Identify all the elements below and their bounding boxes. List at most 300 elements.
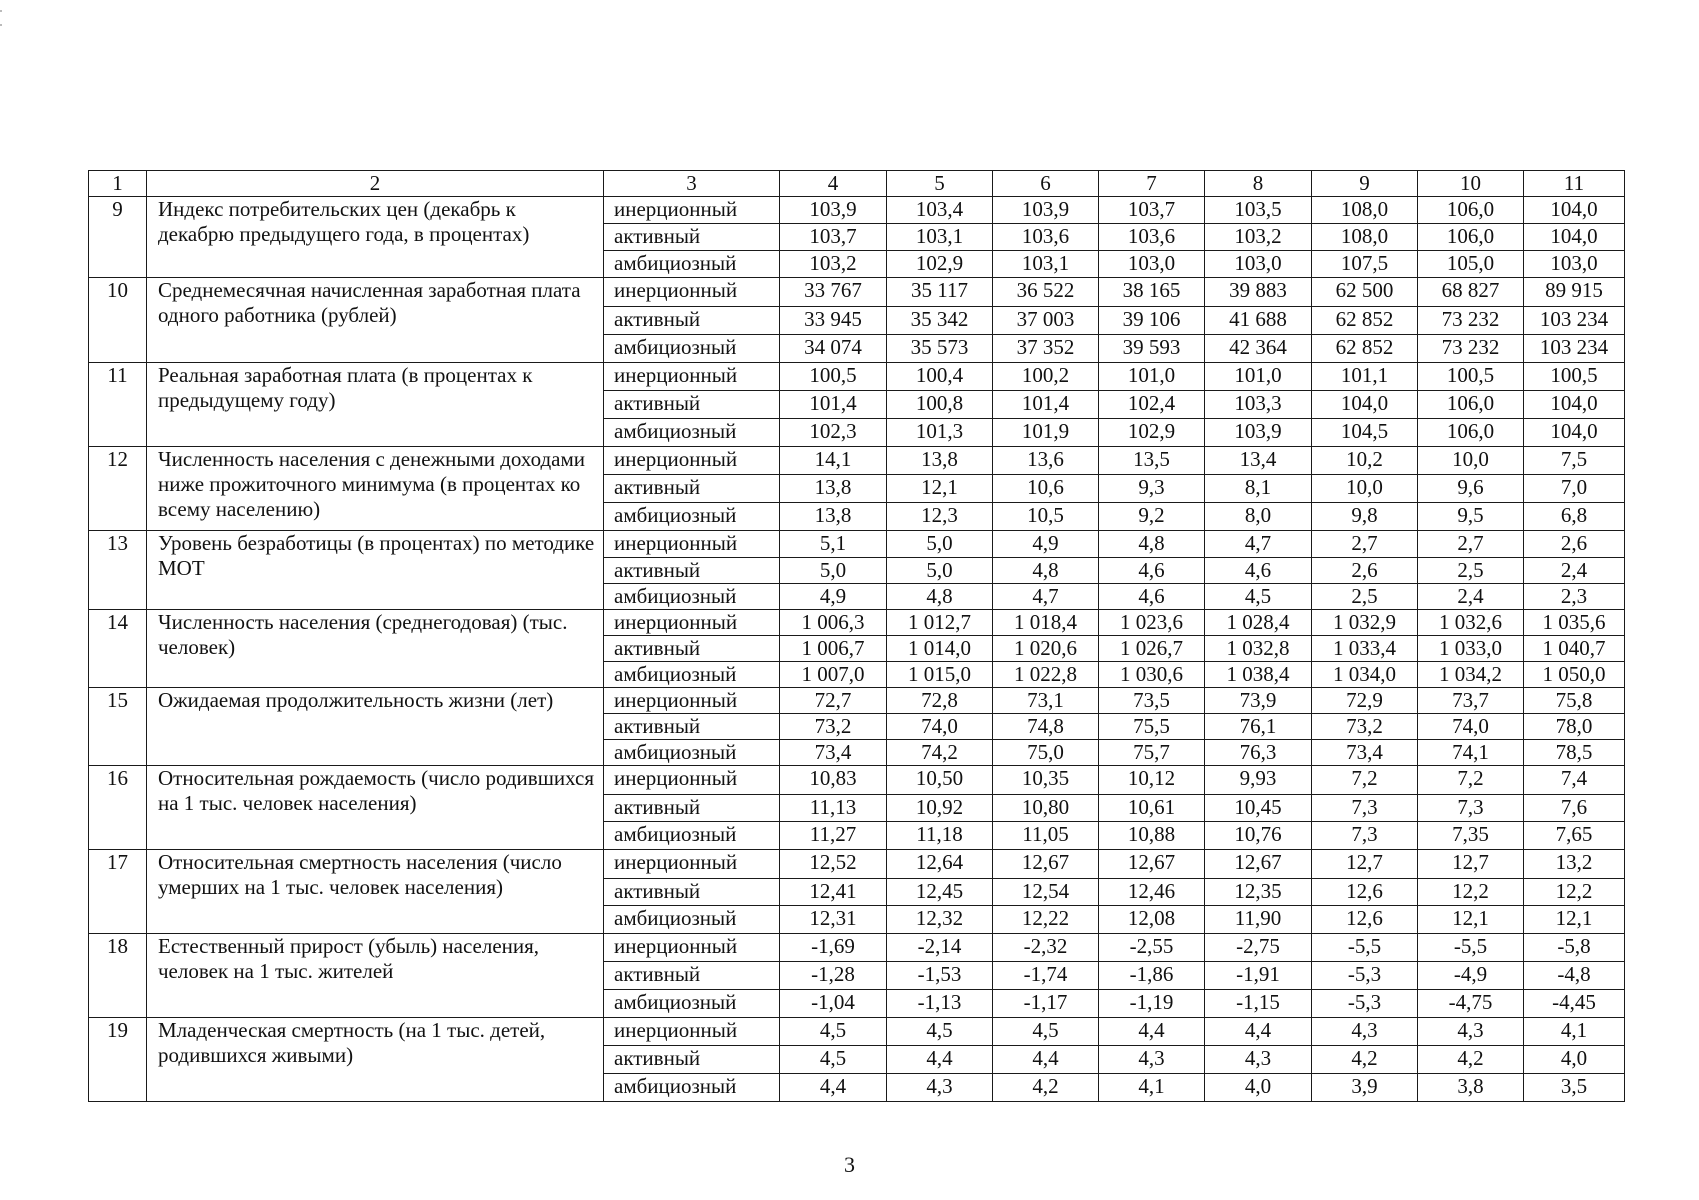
- row-number: 13: [89, 531, 147, 610]
- scenario-label: инерционный: [604, 610, 780, 636]
- value-cell: 73,2: [780, 714, 887, 740]
- indicators-table: [88, 170, 1625, 1102]
- value-cell: 11,90: [1205, 906, 1312, 934]
- value-cell: 39 593: [1099, 335, 1205, 363]
- value-cell: 1 034,0: [1312, 662, 1418, 688]
- scenario-label: инерционный: [604, 531, 780, 558]
- value-cell: 12,46: [1099, 879, 1205, 906]
- value-cell: 12,35: [1205, 879, 1312, 906]
- column-header: 5: [887, 171, 993, 197]
- value-cell: 4,2: [1312, 1046, 1418, 1074]
- row-number: 12: [89, 447, 147, 531]
- value-cell: 108,0: [1312, 224, 1418, 251]
- column-header: 7: [1099, 171, 1205, 197]
- table-row: [89, 197, 1625, 224]
- value-cell: 105,0: [1418, 251, 1524, 278]
- scenario-label: амбициозный: [604, 662, 780, 688]
- value-cell: 11,05: [993, 822, 1099, 850]
- value-cell: 4,5: [780, 1018, 887, 1046]
- value-cell: 10,5: [993, 503, 1099, 531]
- scenario-label: активный: [604, 475, 780, 503]
- table-row: [89, 766, 1625, 795]
- value-cell: 4,5: [993, 1018, 1099, 1046]
- value-cell: 101,0: [1099, 363, 1205, 391]
- value-cell: -5,3: [1312, 962, 1418, 990]
- value-cell: 1 032,6: [1418, 610, 1524, 636]
- value-cell: 4,6: [1099, 558, 1205, 584]
- value-cell: 1 012,7: [887, 610, 993, 636]
- value-cell: 13,8: [780, 503, 887, 531]
- value-cell: 101,0: [1205, 363, 1312, 391]
- row-number: 17: [89, 850, 147, 934]
- value-cell: 103 234: [1524, 335, 1625, 363]
- value-cell: 4,1: [1524, 1018, 1625, 1046]
- column-header: 1: [89, 171, 147, 197]
- value-cell: 1 015,0: [887, 662, 993, 688]
- value-cell: 12,64: [887, 850, 993, 879]
- value-cell: 4,8: [887, 584, 993, 610]
- value-cell: 10,12: [1099, 766, 1205, 795]
- value-cell: 74,0: [887, 714, 993, 740]
- table-row: [89, 688, 1625, 714]
- value-cell: 103,7: [1099, 197, 1205, 224]
- value-cell: -5,5: [1418, 934, 1524, 962]
- value-cell: 1 020,6: [993, 636, 1099, 662]
- value-cell: 4,2: [993, 1074, 1099, 1102]
- scenario-label: амбициозный: [604, 584, 780, 610]
- column-header: 3: [604, 171, 780, 197]
- value-cell: 7,65: [1524, 822, 1625, 850]
- indicator-name: Реальная заработная плата (в процентах к предыдущему году): [147, 363, 604, 447]
- value-cell: 73,4: [1312, 740, 1418, 766]
- value-cell: 13,8: [887, 447, 993, 475]
- scenario-label: активный: [604, 558, 780, 584]
- value-cell: 3,8: [1418, 1074, 1524, 1102]
- value-cell: 8,1: [1205, 475, 1312, 503]
- value-cell: 108,0: [1312, 197, 1418, 224]
- value-cell: 33 767: [780, 278, 887, 307]
- scenario-label: активный: [604, 1046, 780, 1074]
- row-number: 10: [89, 278, 147, 363]
- value-cell: 2,4: [1524, 558, 1625, 584]
- scenario-label: амбициозный: [604, 906, 780, 934]
- value-cell: 103 234: [1524, 307, 1625, 335]
- row-number: 11: [89, 363, 147, 447]
- value-cell: 10,83: [780, 766, 887, 795]
- value-cell: 73,1: [993, 688, 1099, 714]
- value-cell: 10,50: [887, 766, 993, 795]
- value-cell: 74,8: [993, 714, 1099, 740]
- value-cell: 12,2: [1524, 879, 1625, 906]
- value-cell: 1 018,4: [993, 610, 1099, 636]
- scenario-label: активный: [604, 391, 780, 419]
- value-cell: 104,0: [1524, 197, 1625, 224]
- value-cell: 11,18: [887, 822, 993, 850]
- value-cell: -5,3: [1312, 990, 1418, 1018]
- value-cell: 33 945: [780, 307, 887, 335]
- value-cell: 4,9: [993, 531, 1099, 558]
- scenario-label: амбициозный: [604, 251, 780, 278]
- value-cell: 12,7: [1418, 850, 1524, 879]
- table-row: [89, 363, 1625, 391]
- value-cell: 4,0: [1524, 1046, 1625, 1074]
- value-cell: 75,5: [1099, 714, 1205, 740]
- value-cell: 10,92: [887, 795, 993, 822]
- value-cell: 4,4: [887, 1046, 993, 1074]
- value-cell: 107,5: [1312, 251, 1418, 278]
- value-cell: 4,5: [1205, 584, 1312, 610]
- value-cell: 9,5: [1418, 503, 1524, 531]
- value-cell: 74,0: [1418, 714, 1524, 740]
- page-number: 3: [844, 1152, 855, 1177]
- value-cell: 4,1: [1099, 1074, 1205, 1102]
- scenario-label: амбициозный: [604, 822, 780, 850]
- value-cell: 5,1: [780, 531, 887, 558]
- indicator-name: Естественный прирост (убыль) населения, человек на 1 тыс. жителей: [147, 934, 604, 1018]
- value-cell: -1,53: [887, 962, 993, 990]
- value-cell: 73,7: [1418, 688, 1524, 714]
- value-cell: 4,3: [1205, 1046, 1312, 1074]
- value-cell: 1 032,8: [1205, 636, 1312, 662]
- value-cell: 100,5: [1418, 363, 1524, 391]
- value-cell: 38 165: [1099, 278, 1205, 307]
- value-cell: 12,32: [887, 906, 993, 934]
- value-cell: 106,0: [1418, 419, 1524, 447]
- value-cell: 13,4: [1205, 447, 1312, 475]
- value-cell: 101,4: [993, 391, 1099, 419]
- value-cell: 35 573: [887, 335, 993, 363]
- scenario-label: инерционный: [604, 850, 780, 879]
- value-cell: 42 364: [1205, 335, 1312, 363]
- value-cell: 73 232: [1418, 307, 1524, 335]
- value-cell: 103,4: [887, 197, 993, 224]
- value-cell: 10,88: [1099, 822, 1205, 850]
- column-header: 8: [1205, 171, 1312, 197]
- value-cell: 9,6: [1418, 475, 1524, 503]
- value-cell: 7,0: [1524, 475, 1625, 503]
- row-number: 14: [89, 610, 147, 688]
- value-cell: 12,67: [1099, 850, 1205, 879]
- value-cell: 9,8: [1312, 503, 1418, 531]
- value-cell: 103,0: [1524, 251, 1625, 278]
- value-cell: 4,3: [1099, 1046, 1205, 1074]
- indicator-name: Среднемесячная начисленная заработная плата одного работника (рублей): [147, 278, 604, 363]
- value-cell: 12,1: [1418, 906, 1524, 934]
- table-row: [89, 610, 1625, 636]
- value-cell: 4,2: [1418, 1046, 1524, 1074]
- value-cell: 1 033,4: [1312, 636, 1418, 662]
- value-cell: 1 023,6: [1099, 610, 1205, 636]
- value-cell: 12,2: [1418, 879, 1524, 906]
- value-cell: 7,3: [1418, 795, 1524, 822]
- value-cell: 62 500: [1312, 278, 1418, 307]
- indicator-name: Численность населения (среднегодовая) (тыс. человек): [147, 610, 604, 688]
- value-cell: 4,5: [887, 1018, 993, 1046]
- indicator-name: Уровень безработицы (в процентах) по методике МОТ: [147, 531, 604, 610]
- scenario-label: инерционный: [604, 278, 780, 307]
- value-cell: 1 007,0: [780, 662, 887, 688]
- value-cell: 7,6: [1524, 795, 1625, 822]
- value-cell: 1 026,7: [1099, 636, 1205, 662]
- table-row: [89, 447, 1625, 475]
- value-cell: -5,8: [1524, 934, 1625, 962]
- value-cell: 103,6: [993, 224, 1099, 251]
- value-cell: 5,0: [780, 558, 887, 584]
- value-cell: 74,1: [1418, 740, 1524, 766]
- row-number: 15: [89, 688, 147, 766]
- value-cell: -1,15: [1205, 990, 1312, 1018]
- value-cell: 73 232: [1418, 335, 1524, 363]
- value-cell: 103,1: [887, 224, 993, 251]
- value-cell: 62 852: [1312, 307, 1418, 335]
- value-cell: 9,3: [1099, 475, 1205, 503]
- value-cell: 1 035,6: [1524, 610, 1625, 636]
- value-cell: 5,0: [887, 531, 993, 558]
- value-cell: 8,0: [1205, 503, 1312, 531]
- value-cell: 4,4: [1205, 1018, 1312, 1046]
- row-number: 9: [89, 197, 147, 278]
- value-cell: -2,32: [993, 934, 1099, 962]
- value-cell: 104,0: [1524, 224, 1625, 251]
- value-cell: 2,6: [1312, 558, 1418, 584]
- value-cell: 4,4: [1099, 1018, 1205, 1046]
- value-cell: 4,6: [1205, 558, 1312, 584]
- value-cell: 103,9: [780, 197, 887, 224]
- scenario-label: амбициозный: [604, 503, 780, 531]
- value-cell: -2,75: [1205, 934, 1312, 962]
- value-cell: 76,3: [1205, 740, 1312, 766]
- scenario-label: амбициозный: [604, 740, 780, 766]
- value-cell: 10,76: [1205, 822, 1312, 850]
- value-cell: 6,8: [1524, 503, 1625, 531]
- value-cell: -1,74: [993, 962, 1099, 990]
- value-cell: 1 050,0: [1524, 662, 1625, 688]
- indicator-name: Ожидаемая продолжительность жизни (лет): [147, 688, 604, 766]
- column-header: 6: [993, 171, 1099, 197]
- value-cell: 4,4: [993, 1046, 1099, 1074]
- value-cell: 9,2: [1099, 503, 1205, 531]
- value-cell: 12,1: [1524, 906, 1625, 934]
- value-cell: 103,1: [993, 251, 1099, 278]
- value-cell: -2,14: [887, 934, 993, 962]
- value-cell: 2,7: [1418, 531, 1524, 558]
- value-cell: 104,0: [1524, 391, 1625, 419]
- table-row: [89, 278, 1625, 307]
- value-cell: 4,3: [1418, 1018, 1524, 1046]
- value-cell: 73,9: [1205, 688, 1312, 714]
- value-cell: 7,35: [1418, 822, 1524, 850]
- value-cell: 10,80: [993, 795, 1099, 822]
- value-cell: 37 352: [993, 335, 1099, 363]
- value-cell: 2,4: [1418, 584, 1524, 610]
- value-cell: 12,08: [1099, 906, 1205, 934]
- value-cell: 12,6: [1312, 906, 1418, 934]
- value-cell: 1 040,7: [1524, 636, 1625, 662]
- row-number: 19: [89, 1018, 147, 1102]
- value-cell: 10,0: [1418, 447, 1524, 475]
- column-header: 4: [780, 171, 887, 197]
- value-cell: 7,5: [1524, 447, 1625, 475]
- value-cell: 7,3: [1312, 822, 1418, 850]
- value-cell: 62 852: [1312, 335, 1418, 363]
- value-cell: 4,0: [1205, 1074, 1312, 1102]
- value-cell: 36 522: [993, 278, 1099, 307]
- value-cell: 100,5: [780, 363, 887, 391]
- value-cell: 75,0: [993, 740, 1099, 766]
- value-cell: 10,61: [1099, 795, 1205, 822]
- value-cell: 106,0: [1418, 224, 1524, 251]
- table-row: [89, 531, 1625, 558]
- value-cell: 13,5: [1099, 447, 1205, 475]
- value-cell: 102,3: [780, 419, 887, 447]
- header-row: [89, 171, 1625, 197]
- value-cell: 104,0: [1524, 419, 1625, 447]
- value-cell: 74,2: [887, 740, 993, 766]
- value-cell: 1 006,7: [780, 636, 887, 662]
- value-cell: 100,2: [993, 363, 1099, 391]
- value-cell: 3,5: [1524, 1074, 1625, 1102]
- value-cell: -1,91: [1205, 962, 1312, 990]
- value-cell: 73,2: [1312, 714, 1418, 740]
- value-cell: 4,5: [780, 1046, 887, 1074]
- value-cell: 39 106: [1099, 307, 1205, 335]
- value-cell: 1 038,4: [1205, 662, 1312, 688]
- value-cell: 104,5: [1312, 419, 1418, 447]
- value-cell: 73,5: [1099, 688, 1205, 714]
- value-cell: -4,8: [1524, 962, 1625, 990]
- value-cell: 100,8: [887, 391, 993, 419]
- column-header: 10: [1418, 171, 1524, 197]
- value-cell: 103,7: [780, 224, 887, 251]
- scenario-label: амбициозный: [604, 419, 780, 447]
- value-cell: 72,9: [1312, 688, 1418, 714]
- value-cell: 34 074: [780, 335, 887, 363]
- value-cell: 78,5: [1524, 740, 1625, 766]
- value-cell: 10,35: [993, 766, 1099, 795]
- value-cell: 106,0: [1418, 197, 1524, 224]
- value-cell: -4,75: [1418, 990, 1524, 1018]
- value-cell: 13,8: [780, 475, 887, 503]
- value-cell: 103,3: [1205, 391, 1312, 419]
- value-cell: 12,1: [887, 475, 993, 503]
- value-cell: 4,3: [887, 1074, 993, 1102]
- value-cell: 12,41: [780, 879, 887, 906]
- value-cell: 37 003: [993, 307, 1099, 335]
- indicator-name: Относительная смертность населения (число умерших на 1 тыс. человек населения): [147, 850, 604, 934]
- scenario-label: активный: [604, 714, 780, 740]
- value-cell: 103,6: [1099, 224, 1205, 251]
- value-cell: -1,04: [780, 990, 887, 1018]
- value-cell: 12,7: [1312, 850, 1418, 879]
- column-header: 9: [1312, 171, 1418, 197]
- column-header: 11: [1524, 171, 1625, 197]
- value-cell: 4,7: [1205, 531, 1312, 558]
- table-row: [89, 934, 1625, 962]
- value-cell: 35 342: [887, 307, 993, 335]
- value-cell: 2,7: [1312, 531, 1418, 558]
- value-cell: 4,3: [1312, 1018, 1418, 1046]
- scan-mark: [0, 24, 2, 26]
- value-cell: 1 022,8: [993, 662, 1099, 688]
- scenario-label: инерционный: [604, 447, 780, 475]
- value-cell: -4,9: [1418, 962, 1524, 990]
- value-cell: 100,5: [1524, 363, 1625, 391]
- table-row: [89, 1018, 1625, 1046]
- scenario-label: активный: [604, 636, 780, 662]
- value-cell: 13,6: [993, 447, 1099, 475]
- value-cell: 2,5: [1418, 558, 1524, 584]
- value-cell: 12,54: [993, 879, 1099, 906]
- value-cell: 101,9: [993, 419, 1099, 447]
- scenario-label: амбициозный: [604, 1074, 780, 1102]
- value-cell: 4,6: [1099, 584, 1205, 610]
- value-cell: 12,31: [780, 906, 887, 934]
- scenario-label: амбициозный: [604, 335, 780, 363]
- value-cell: 4,8: [993, 558, 1099, 584]
- value-cell: -1,28: [780, 962, 887, 990]
- value-cell: 103,9: [1205, 419, 1312, 447]
- indicator-name: Младенческая смертность (на 1 тыс. детей, родившихся живыми): [147, 1018, 604, 1102]
- row-number: 18: [89, 934, 147, 1018]
- value-cell: 78,0: [1524, 714, 1625, 740]
- scenario-label: активный: [604, 224, 780, 251]
- value-cell: 11,27: [780, 822, 887, 850]
- value-cell: 75,7: [1099, 740, 1205, 766]
- scan-mark: [0, 10, 2, 12]
- value-cell: 4,4: [780, 1074, 887, 1102]
- scenario-label: активный: [604, 307, 780, 335]
- scenario-label: инерционный: [604, 197, 780, 224]
- value-cell: 73,4: [780, 740, 887, 766]
- value-cell: -1,17: [993, 990, 1099, 1018]
- value-cell: 89 915: [1524, 278, 1625, 307]
- value-cell: -4,45: [1524, 990, 1625, 1018]
- value-cell: -5,5: [1312, 934, 1418, 962]
- value-cell: 12,6: [1312, 879, 1418, 906]
- value-cell: 4,9: [780, 584, 887, 610]
- value-cell: 1 028,4: [1205, 610, 1312, 636]
- value-cell: 72,8: [887, 688, 993, 714]
- value-cell: -1,19: [1099, 990, 1205, 1018]
- value-cell: 103,2: [780, 251, 887, 278]
- value-cell: 41 688: [1205, 307, 1312, 335]
- value-cell: 1 006,3: [780, 610, 887, 636]
- scenario-label: инерционный: [604, 934, 780, 962]
- value-cell: 4,7: [993, 584, 1099, 610]
- value-cell: 3,9: [1312, 1074, 1418, 1102]
- value-cell: 14,1: [780, 447, 887, 475]
- value-cell: 10,45: [1205, 795, 1312, 822]
- value-cell: -2,55: [1099, 934, 1205, 962]
- value-cell: 10,0: [1312, 475, 1418, 503]
- value-cell: 10,6: [993, 475, 1099, 503]
- value-cell: 10,2: [1312, 447, 1418, 475]
- value-cell: 7,2: [1418, 766, 1524, 795]
- value-cell: 2,6: [1524, 531, 1625, 558]
- value-cell: 5,0: [887, 558, 993, 584]
- value-cell: 101,1: [1312, 363, 1418, 391]
- value-cell: 1 033,0: [1418, 636, 1524, 662]
- value-cell: 35 117: [887, 278, 993, 307]
- indicator-name: Численность населения с денежными доходами ниже прожиточного минимума (в процентах ко всему населению): [147, 447, 604, 531]
- value-cell: -1,69: [780, 934, 887, 962]
- scenario-label: активный: [604, 962, 780, 990]
- value-cell: 75,8: [1524, 688, 1625, 714]
- value-cell: 39 883: [1205, 278, 1312, 307]
- value-cell: 102,9: [887, 251, 993, 278]
- scenario-label: инерционный: [604, 766, 780, 795]
- indicator-name: Индекс потребительских цен (декабрь к декабрю предыдущего года, в процентах): [147, 197, 604, 278]
